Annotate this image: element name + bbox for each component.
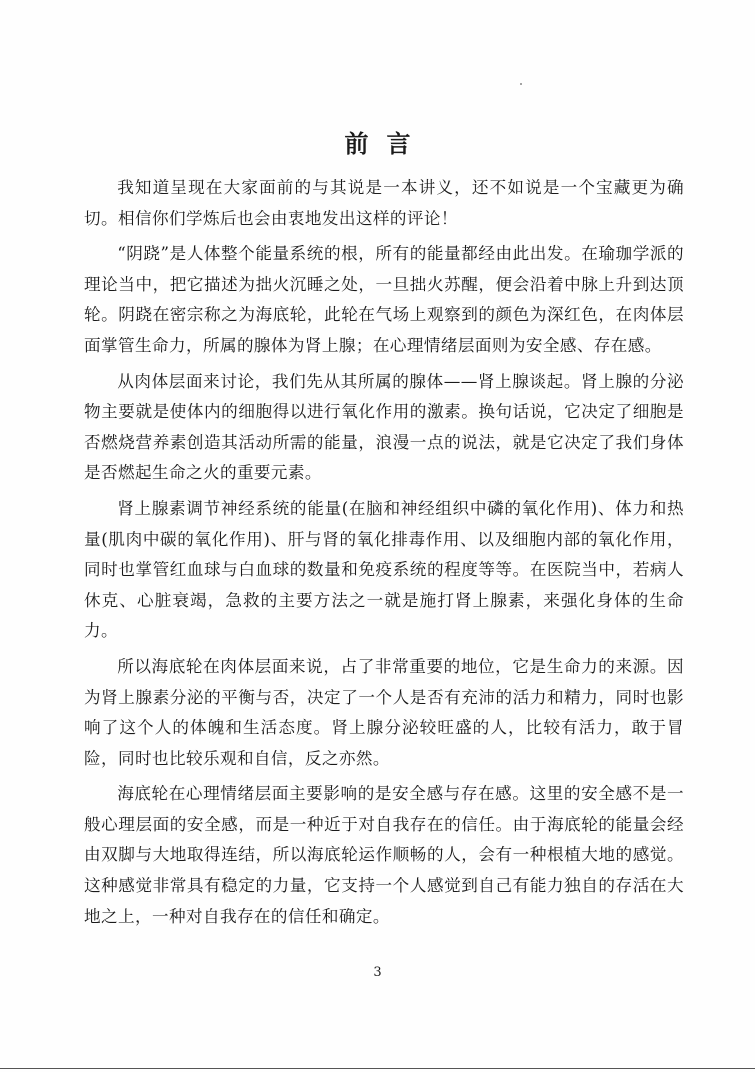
bottom-divider	[0, 1068, 755, 1069]
scan-speck	[520, 83, 522, 85]
paragraph-5: 所以海底轮在肉体层面来说，占了非常重要的地位，它是生命力的来源。因为肾上腺素分泌的平衡与否，决定了一个人是否有充沛的活力和精力，同时也影响了这个人的体魄和生活态度。肾上腺分泌较旺盛的人，比较有活力，敢于冒险，同时也比较乐观和自信，反之亦然。	[84, 656, 684, 768]
page-title: 前言	[344, 129, 429, 159]
paragraph-2: “阴跷”是人体整个能量系统的根，所有的能量都经由此出发。在瑜珈学派的理论当中，把它描述为拙火沉睡之处，一旦拙火苏醒，便会沿着中脉上升到达顶轮。阴跷在密宗称之为海底轮，此轮在气场上观察到的颜色为深红色，在肉体层面掌管生命力，所属的腺体为肾上腺；在心理情绪层面则为安全感、存在感。	[84, 244, 684, 355]
paragraph-4: 肾上腺素调节神经系统的能量(在脑和神经组织中磷的氧化作用)、体力和热量(肌肉中碳的氧化作用)、肝与肾的氧化排毒作用、以及细胞内部的氧化作用，同时也掌管红血球与白血球的数量和免疫系统的程度等等。在医院当中，若病人休克、心脏衰竭，急救的主要方法之一就是施打肾上腺素，来强化身体的生命力。	[84, 498, 684, 641]
body-text	[84, 173, 684, 937]
paragraph-1: 我知道呈现在大家面前的与其说是一本讲义，还不如说是一个宝藏更为确切。相信你们学炼后也会由衷地发出这样的评论！	[84, 178, 684, 228]
paragraph-3: 从肉体层面来讨论，我们先从其所属的腺体——肾上腺谈起。肾上腺的分泌物主要就是使体内的细胞得以进行氧化作用的激素。换句话说，它决定了细胞是否燃烧营养素创造其活动所需的能量，浪漫一点的说法，就是它决定了我们身体是否燃起生命之火的重要元素。	[84, 371, 684, 483]
paragraph-6: 海底轮在心理情绪层面主要影响的是安全感与存在感。这里的安全感不是一般心理层面的安全感，而是一种近于对自我存在的信任。由于海底轮的能量会经由双脚与大地取得连结，所以海底轮运作顺畅的人，会有一种根植大地的感觉。这种感觉非常具有稳定的力量，它支持一个人感觉到自己有能力独自的存活在大地之上，一种对自我存在的信任和确定。	[84, 784, 684, 926]
page-number: 3	[373, 965, 382, 980]
